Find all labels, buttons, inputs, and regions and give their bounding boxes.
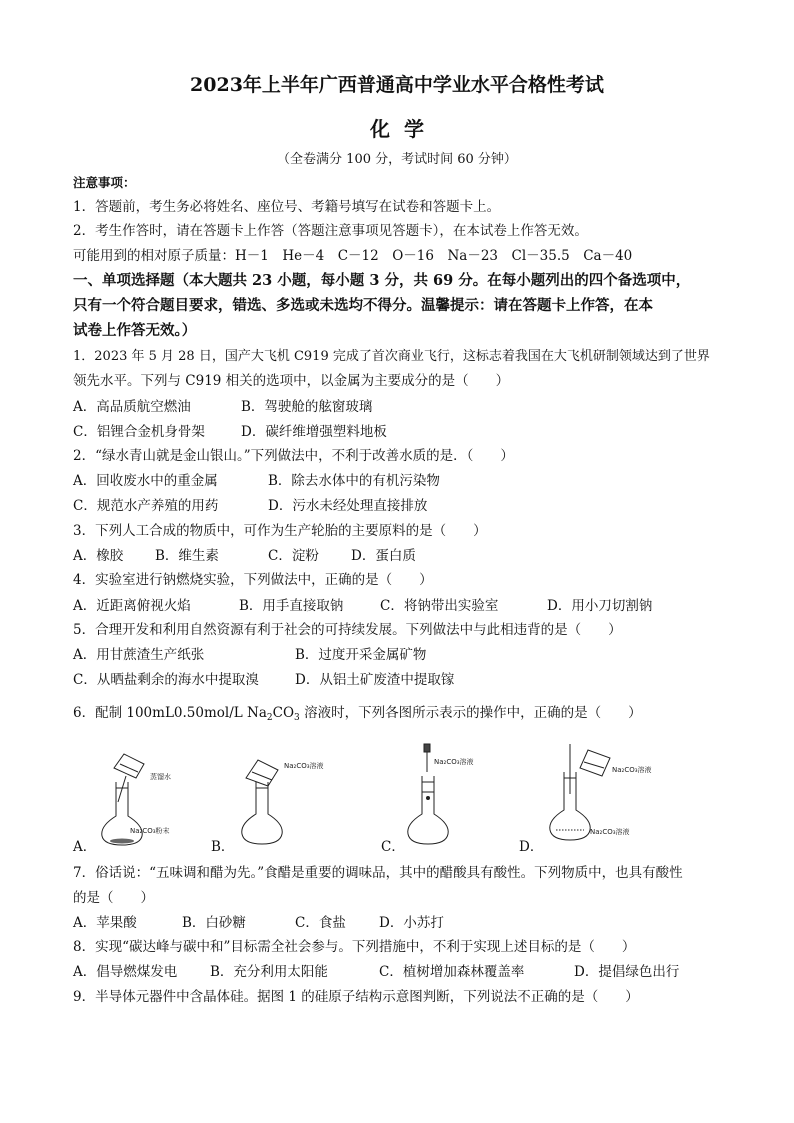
- q6-formula-co: CO: [272, 705, 295, 721]
- q7-option-a[interactable]: A．苹果酸: [73, 915, 137, 931]
- q5-option-b[interactable]: B．过度开采金属矿物: [295, 647, 427, 663]
- q3-stem: 3．下列人工合成的物质中，可作为生产轮胎的主要原料的是（ ）: [73, 523, 487, 539]
- q5-option-c[interactable]: C．从晒盐剩余的海水中提取溴: [73, 672, 259, 688]
- q1-option-b[interactable]: B．驾驶舱的舷窗玻璃: [241, 399, 373, 415]
- q6-option-c-label[interactable]: C．: [381, 839, 405, 855]
- volumetric-flask-icon: [242, 782, 282, 844]
- q6-figure-d: [540, 742, 680, 852]
- q3-option-b[interactable]: B．维生素: [155, 548, 219, 564]
- q6-figure-b: [228, 742, 348, 852]
- q4-option-b[interactable]: B．用手直接取钠: [239, 598, 344, 614]
- volumetric-flask-icon: [102, 782, 142, 845]
- section-heading-1: 一、单项选择题（本大题共 23 小题，每小题 3 分，共 69 分。在每小题列出的四个备选项中，: [73, 272, 691, 289]
- q6-figure-c: [396, 742, 516, 852]
- q2-option-d[interactable]: D．污水未经处理直接排放: [268, 498, 428, 514]
- q7-option-b[interactable]: B．白砂糖: [182, 915, 246, 931]
- beaker-icon: [580, 750, 610, 776]
- q8-option-c[interactable]: C．植树增加森林覆盖率: [379, 964, 525, 980]
- q6-formula-na: Na: [247, 705, 267, 721]
- q2-stem: 2．“绿水青山就是金山银山。”下列做法中，不利于改善水质的是．（ ）: [73, 448, 514, 464]
- q6-stem-pre: 6．配制 100mL0.50mol/L: [73, 705, 248, 721]
- q2-option-b[interactable]: B．除去水体中的有机污染物: [268, 473, 440, 489]
- q4-option-a[interactable]: A．近距离俯视火焰: [73, 598, 191, 614]
- q1-option-d[interactable]: D．碳纤维增强塑料地板: [241, 424, 387, 440]
- q3-option-a[interactable]: A．橡胶: [73, 548, 124, 564]
- fig-a-water-label: 蒸馏水: [150, 773, 171, 781]
- q7-stem-1: 7．俗话说：“五味调和醋为先。”食醋是重要的调味品，其中的醋酸具有酸性。下列物质中，也具有酸性: [73, 865, 683, 881]
- q6-option-d-label[interactable]: D．: [519, 839, 544, 855]
- fig-d-solution-label-top: Na₂CO₃溶液: [612, 766, 652, 774]
- glass-rod-icon: [118, 776, 126, 802]
- q5-option-d[interactable]: D．从铝土矿废渣中提取镓: [295, 672, 455, 688]
- notes-item-2: 2．考生作答时，请在答题卡上作答（答题注意事项见答题卡），在本试卷上作答无效。: [73, 223, 588, 239]
- section-heading-3: 试卷上作答无效。）: [73, 322, 197, 339]
- q3-option-d[interactable]: D．蛋白质: [351, 548, 416, 564]
- q7-option-c[interactable]: C．食盐: [295, 915, 346, 931]
- q1-option-c[interactable]: C．铝锂合金机身骨架: [73, 424, 205, 440]
- q6-formula-sub-2: 3: [294, 713, 300, 723]
- notes-item-1: 1．答题前，考生务必将姓名、座位号、考籍号填写在试卷和答题卡上。: [73, 199, 501, 215]
- fig-b-solution-label: Na₂CO₃溶液: [284, 762, 324, 770]
- exam-title: 2023年上半年广西普通高中学业水平合格性考试: [190, 74, 604, 96]
- q6-figure-a: [92, 742, 212, 852]
- q1-option-a[interactable]: A．高品质航空燃油: [73, 399, 191, 415]
- notes-heading: 注意事项：: [73, 175, 136, 190]
- q7-option-d[interactable]: D．小苏打: [379, 915, 444, 931]
- q6-stem: [73, 704, 642, 727]
- q6-option-b-label[interactable]: B．: [211, 839, 235, 855]
- q7-stem-2: 的是（ ）: [73, 890, 154, 906]
- q8-option-a[interactable]: A．倡导燃煤发电: [73, 964, 178, 980]
- q4-option-c[interactable]: C．将钠带出实验室: [380, 598, 499, 614]
- q6-formula-sub-1: 2: [266, 713, 273, 723]
- volumetric-flask-icon: [408, 776, 448, 844]
- q1-stem-1: 1．2023 年 5 月 28 日，国产大飞机 C919 完成了首次商业飞行，这标志着我国在大飞机研制领域达到了世界: [73, 349, 710, 364]
- beaker-icon: [246, 760, 278, 786]
- subject-title: 化 学: [370, 117, 424, 141]
- q6-stem-post: 溶液时，下列各图所示表示的操作中，正确的是（ ）: [299, 705, 642, 721]
- q8-stem: 8．实现“碳达峰与碳中和”目标需全社会参与。下列措施中，不利于实现上述目标的是（ ）: [73, 939, 636, 955]
- q3-option-c[interactable]: C．淀粉: [268, 548, 319, 564]
- fig-d-solution-label-bottom: Na₂CO₃溶液: [590, 828, 630, 836]
- q4-option-d[interactable]: D．用小刀切割钠: [547, 598, 653, 614]
- q2-option-a[interactable]: A．回收废水中的重金属: [73, 473, 218, 489]
- exam-info: （全卷满分 100 分，考试时间 60 分钟）: [277, 152, 517, 167]
- fig-a-powder-label: Na₂CO₃粉末: [130, 827, 170, 835]
- q6-option-a-label[interactable]: A．: [73, 839, 97, 855]
- q4-stem: 4．实验室进行钠燃烧实验，下列做法中，正确的是（ ）: [73, 572, 433, 588]
- atomic-mass-line: 可能用到的相对原子质量：H－1 He－4 C－12 O－16 Na－23 Cl－35.5 Ca－40: [73, 248, 633, 264]
- q5-stem: 5．合理开发和利用自然资源有利于社会的可持续发展。下列做法中与此相违背的是（ ）: [73, 622, 622, 638]
- section-heading-2: 只有一个符合题目要求，错选、多选或未选均不得分。温馨提示：请在答题卡上作答，在本: [73, 297, 653, 314]
- q8-option-b[interactable]: B．充分利用太阳能: [210, 964, 328, 980]
- beaker-icon: [114, 754, 144, 778]
- fig-c-solution-label: Na₂CO₃溶液: [434, 758, 474, 766]
- dropper-icon: [424, 744, 430, 772]
- q8-option-d[interactable]: D．提倡绿色出行: [574, 964, 680, 980]
- q5-option-a[interactable]: A．用甘蔗渣生产纸张: [73, 647, 205, 663]
- q1-stem-2: 领先水平。下列与 C919 相关的选项中，以金属为主要成分的是（ ）: [73, 373, 510, 389]
- q9-stem: 9．半导体元器件中含晶体硅。据图 1 的硅原子结构示意图判断，下列说法不正确的是（ ）: [73, 989, 639, 1005]
- q2-option-c[interactable]: C．规范水产养殖的用药: [73, 498, 219, 514]
